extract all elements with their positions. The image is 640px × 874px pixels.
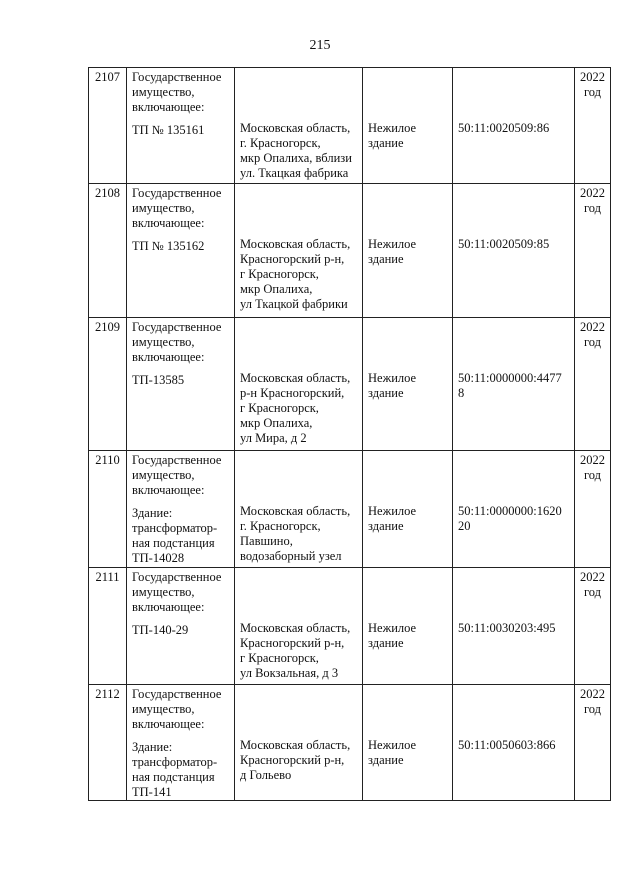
address-cell-line: ул Ткацкой фабрики [240,297,348,311]
property-name-cell [127,451,235,568]
property-detail [127,623,234,638]
address-cell-line: Московская область, [240,121,351,135]
detail-line: ТП-140-29 [132,623,189,637]
spacer [363,318,452,371]
intro-line: включающее: [132,216,205,230]
address-cell-line: г. Красногорск, [240,136,321,150]
intro-line: включающее: [132,717,205,731]
year-line: год [583,85,602,99]
spacer [235,68,362,121]
cadastral-cell-line: 8 [458,386,465,400]
intro-line: Государственное [132,186,222,200]
spacer [453,568,574,621]
cadastral-cell-text [453,504,574,534]
intro-line: Государственное [132,453,222,467]
spacer [363,451,452,504]
year-line: 2022 [580,687,605,701]
year-cell [575,184,611,318]
spacer [235,318,362,371]
spacer [363,184,452,237]
detail-line: Здание: [132,740,173,754]
spacer [453,451,574,504]
property-registry-table [88,67,611,801]
spacer [453,685,574,738]
intro-line: Государственное [132,70,222,84]
type-cell [363,568,453,685]
intro-line: имущество, [132,468,195,482]
cadastral-cell-line: 50:11:0020509:85 [458,237,550,251]
spacer [363,68,452,121]
row-number: 2112 [89,685,127,801]
intro-line: Государственное [132,687,222,701]
type-cell [363,451,453,568]
type-cell [363,685,453,801]
address-cell-line: Красногорский р-н, [240,636,345,650]
address-cell-line: р-н Красногорский, [240,386,345,400]
table-row [89,568,611,685]
year-line: 2022 [580,453,605,467]
intro-line: включающее: [132,600,205,614]
cadastral-cell-text [453,738,574,753]
table-row [89,184,611,318]
address-cell-line: Красногорский р-н, [240,753,345,767]
property-name-cell [127,318,235,451]
type-cell-text [363,371,452,401]
address-cell-line: ул Вокзальная, д 3 [240,666,339,680]
address-cell-line: ул. Ткацкая фабрика [240,166,349,180]
address-cell-text [235,371,362,446]
property-intro [127,68,234,115]
type-cell-text [363,738,452,768]
detail-line: ная подстанция [132,770,215,784]
intro-line: включающее: [132,350,205,364]
intro-line: имущество, [132,702,195,716]
row-number: 2109 [89,318,127,451]
address-cell-line: г Красногорск, [240,401,319,415]
address-cell-line: г Красногорск, [240,651,319,665]
type-cell-text [363,621,452,651]
detail-line: ТП-13585 [132,373,185,387]
address-cell-line: мкр Опалиха, [240,416,313,430]
type-cell-line: здание [368,136,404,150]
type-cell-line: Нежилое [368,121,417,135]
intro-line: Государственное [132,570,222,584]
spacer [235,568,362,621]
cadastral-cell-text [453,621,574,636]
year-line: 2022 [580,70,605,84]
detail-line: ТП-141 [132,785,172,799]
row-number: 2111 [89,568,127,685]
spacer [453,184,574,237]
cadastral-cell-line: 50:11:0000000:4477 [458,371,562,385]
detail-line: трансформатор- [132,521,218,535]
detail-line: ТП № 135162 [132,239,205,253]
year-line: год [583,201,602,215]
spacer [363,685,452,738]
cadastral-cell-line: 50:11:0000000:1620 [458,504,562,518]
year-cell [575,451,611,568]
type-cell-line: здание [368,519,404,533]
spacer [453,318,574,371]
cadastral-cell [453,685,575,801]
year-cell [575,68,611,184]
address-cell-text [235,738,362,783]
property-detail [127,123,234,138]
type-cell-line: Нежилое [368,504,417,518]
spacer [235,685,362,738]
address-cell [235,68,363,184]
address-cell-line: г. Красногорск, [240,519,321,533]
address-cell-text [235,504,362,564]
cadastral-cell-line: 50:11:0030203:495 [458,621,556,635]
address-cell [235,318,363,451]
type-cell-line: здание [368,386,404,400]
type-cell-line: Нежилое [368,621,417,635]
type-cell-text [363,504,452,534]
intro-line: включающее: [132,100,205,114]
address-cell-line: водозаборный узел [240,549,342,563]
address-cell-line: мкр Опалиха, вблизи [240,151,352,165]
type-cell-line: здание [368,753,404,767]
cadastral-cell-line: 50:11:0020509:86 [458,121,550,135]
cadastral-cell-line: 20 [458,519,471,533]
spacer [453,68,574,121]
registry-body [89,68,611,801]
intro-line: включающее: [132,483,205,497]
address-cell-line: д Гольево [240,768,292,782]
cadastral-cell-line: 50:11:0050603:866 [458,738,556,752]
year-line: год [583,468,602,482]
address-cell-line: Московская область, [240,237,351,251]
intro-line: имущество, [132,585,195,599]
detail-line: ТП № 135161 [132,123,205,137]
year-cell [575,568,611,685]
type-cell-text [363,121,452,151]
address-cell-text [235,121,362,181]
type-cell-line: здание [368,252,404,266]
year-line: 2022 [580,186,605,200]
row-number: 2108 [89,184,127,318]
type-cell-line: Нежилое [368,738,417,752]
address-cell-line: г Красногорск, [240,267,319,281]
year-line: 2022 [580,570,605,584]
cadastral-cell [453,184,575,318]
table-row [89,451,611,568]
property-intro [127,451,234,498]
row-number: 2110 [89,451,127,568]
address-cell-text [235,621,362,681]
type-cell [363,68,453,184]
address-cell-line: Московская область, [240,371,351,385]
type-cell-line: Нежилое [368,237,417,251]
detail-line: трансформатор- [132,755,218,769]
address-cell [235,685,363,801]
property-detail [127,506,234,566]
property-detail [127,740,234,800]
intro-line: имущество, [132,335,195,349]
table-row [89,685,611,801]
spacer [235,184,362,237]
year-line: год [583,585,602,599]
property-intro [127,568,234,615]
detail-line: Здание: [132,506,173,520]
detail-line: ная подстанция [132,536,215,550]
year-line: год [583,702,602,716]
type-cell-line: здание [368,636,404,650]
type-cell-text [363,237,452,267]
cadastral-cell-text [453,237,574,252]
detail-line: ТП-14028 [132,551,185,565]
property-detail [127,373,234,388]
year-cell [575,318,611,451]
property-intro [127,184,234,231]
spacer [235,451,362,504]
year-cell [575,685,611,801]
address-cell [235,451,363,568]
year-line: год [583,335,602,349]
cadastral-cell [453,568,575,685]
address-cell-line: Красногорский р-н, [240,252,345,266]
address-cell-line: Московская область, [240,504,351,518]
property-detail [127,239,234,254]
cadastral-cell-text [453,371,574,401]
property-name-cell [127,568,235,685]
property-name-cell [127,68,235,184]
cadastral-cell-text [453,121,574,136]
address-cell-line: Московская область, [240,738,351,752]
row-number: 2107 [89,68,127,184]
property-name-cell [127,685,235,801]
property-name-cell [127,184,235,318]
address-cell-line: ул Мира, д 2 [240,431,307,445]
address-cell-text [235,237,362,312]
spacer [363,568,452,621]
address-cell-line: Московская область, [240,621,351,635]
type-cell [363,184,453,318]
cadastral-cell [453,68,575,184]
property-intro [127,318,234,365]
cadastral-cell [453,451,575,568]
table-row [89,318,611,451]
intro-line: имущество, [132,201,195,215]
address-cell-line: Павшино, [240,534,293,548]
intro-line: Государственное [132,320,222,334]
address-cell [235,184,363,318]
type-cell-line: Нежилое [368,371,417,385]
table-row [89,68,611,184]
type-cell [363,318,453,451]
property-intro [127,685,234,732]
page-number: 215 [309,38,331,53]
year-line: 2022 [580,320,605,334]
cadastral-cell [453,318,575,451]
address-cell-line: мкр Опалиха, [240,282,313,296]
address-cell [235,568,363,685]
intro-line: имущество, [132,85,195,99]
